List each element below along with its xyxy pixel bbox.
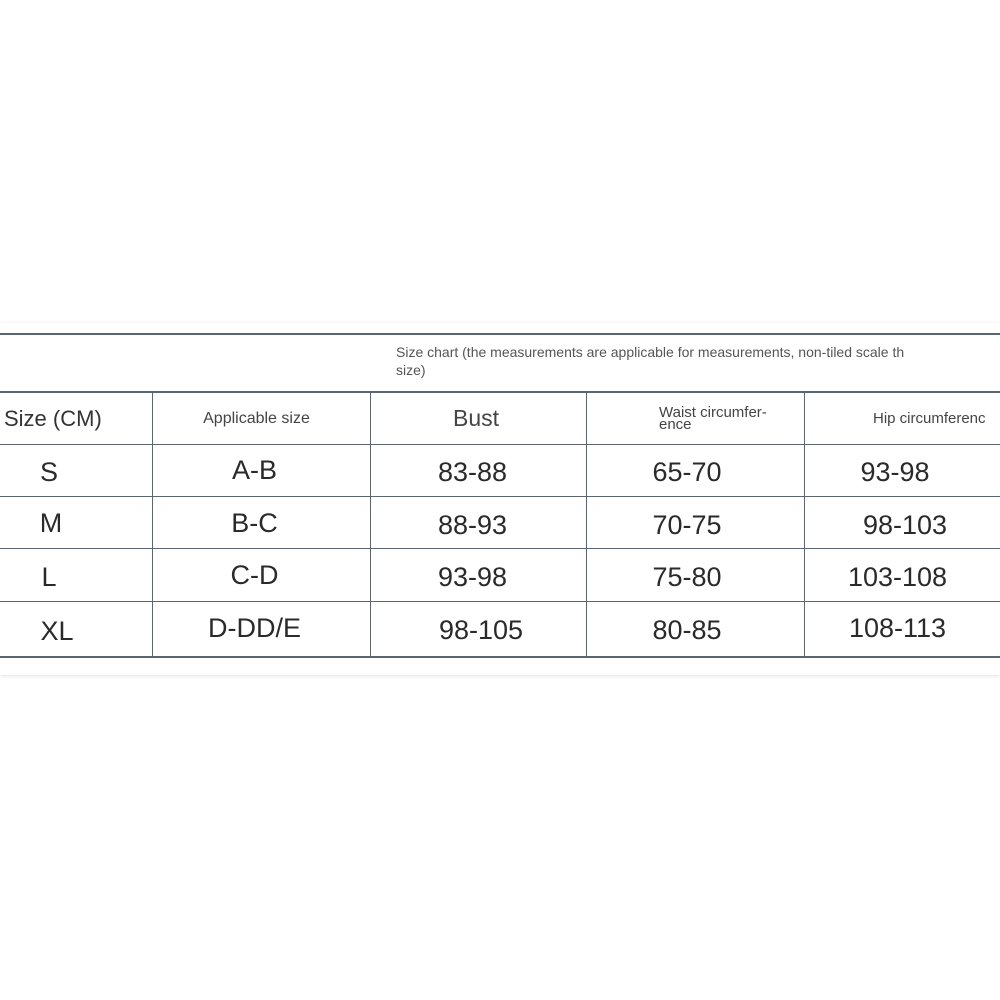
- row-m-applicable: B-C: [231, 507, 278, 538]
- size-chart-caption: [396, 343, 1000, 379]
- row-xl-waist: 80-85: [652, 614, 722, 645]
- row-m-size: M: [39, 507, 63, 538]
- row-xl-applicable: D-DD/E: [208, 612, 301, 643]
- row-s-waist: 65-70: [652, 456, 722, 487]
- row-xl-size: XL: [40, 615, 74, 646]
- header-waist: [587, 393, 804, 444]
- header-waist-line-1: Waist circumfer-: [659, 403, 767, 421]
- table-rule-row1: [0, 444, 1000, 445]
- table-rule-top: [0, 333, 1000, 335]
- header-bust: Bust: [452, 405, 500, 431]
- row-m-hip: 98-103: [862, 509, 948, 540]
- header-applicable-size: Applicable size: [203, 409, 310, 427]
- row-s-bust: 83-88: [437, 456, 508, 487]
- row-xl-hip: 108-113: [848, 612, 947, 643]
- header-size: Size (CM): [4, 405, 102, 431]
- row-s-hip: 93-98: [860, 456, 930, 487]
- header-waist-line-2: ence: [659, 415, 692, 433]
- caption-line-1: Size chart (the measurements are applicable for measurements, non-tiled scale th: [396, 344, 905, 360]
- row-l-bust: 93-98: [437, 561, 508, 592]
- row-l-waist: 75-80: [652, 561, 722, 592]
- row-l-applicable: C-D: [230, 559, 279, 590]
- row-xl-bust: 98-105: [438, 614, 524, 645]
- row-l-size: L: [41, 561, 57, 592]
- row-m-bust: 88-93: [437, 509, 508, 540]
- caption-line-2: size): [396, 362, 426, 378]
- row-l-hip: 103-108: [847, 561, 948, 592]
- row-m-waist: 70-75: [652, 509, 722, 540]
- row-s-size: S: [39, 456, 58, 487]
- row-s-applicable: A-B: [231, 454, 277, 485]
- header-hip: Hip circumferenc: [873, 410, 986, 427]
